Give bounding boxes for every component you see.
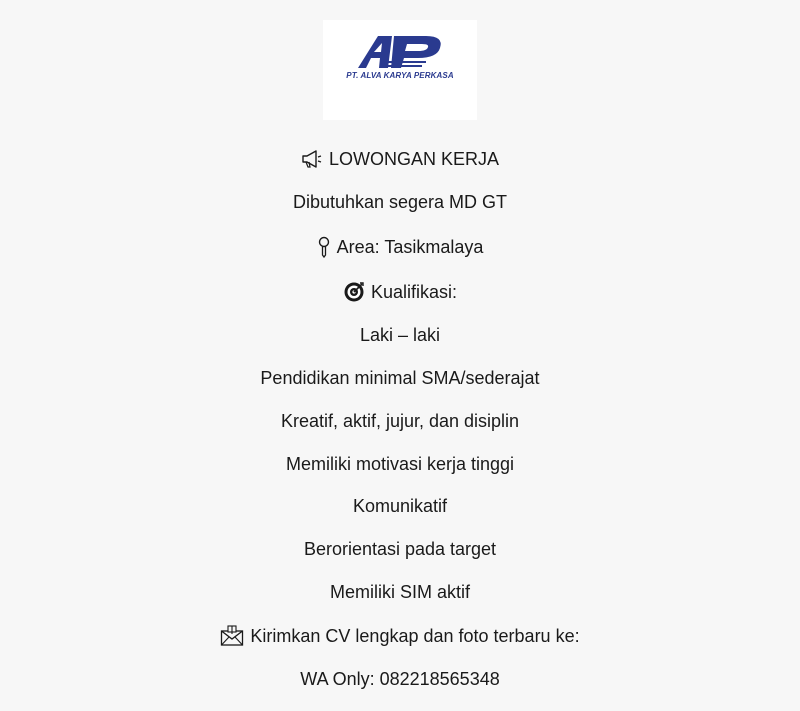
qualification-item	[0, 581, 800, 603]
qualification-text: Komunikatif	[352, 496, 448, 516]
area-line	[0, 236, 800, 258]
qualification-item	[0, 410, 800, 432]
qualification-item	[0, 453, 800, 475]
qualification-item	[0, 538, 800, 560]
qualification-text: Pendidikan minimal SMA/sederajat	[260, 368, 540, 388]
contact-text: WA Only: 082218565348	[300, 669, 500, 689]
megaphone-icon	[301, 148, 323, 170]
qualification-text: Berorientasi pada target	[303, 539, 497, 559]
contact-line	[0, 668, 800, 690]
qualification-text: Memiliki motivasi kerja tinggi	[285, 454, 515, 474]
needed-line	[0, 191, 800, 213]
qualification-text: Memiliki SIM aktif	[329, 582, 470, 602]
envelope-icon	[220, 625, 244, 647]
qualifications-label: Kualifikasi:	[370, 282, 458, 302]
needed-text: Dibutuhkan segera MD GT	[292, 192, 508, 212]
qualification-item	[0, 367, 800, 389]
post-heading: LOWONGAN KERJA	[328, 149, 500, 169]
heading-line	[0, 148, 800, 170]
send-cv-text: Kirimkan CV lengkap dan foto terbaru ke:	[250, 626, 580, 646]
qualifications-heading-line	[0, 281, 800, 303]
qualification-text: Kreatif, aktif, jujur, dan disiplin	[280, 411, 520, 431]
company-name: PT. ALVA KARYA PERKASA	[346, 71, 454, 80]
qualification-text: Laki – laki	[359, 325, 441, 345]
company-logo-mark	[352, 34, 448, 70]
area-text: Area: Tasikmalaya	[336, 237, 484, 257]
qualification-item	[0, 495, 800, 517]
qualification-item	[0, 324, 800, 346]
pin-icon	[317, 236, 331, 258]
send-cv-line	[0, 625, 800, 647]
target-icon	[343, 281, 365, 303]
company-logo	[323, 20, 477, 120]
